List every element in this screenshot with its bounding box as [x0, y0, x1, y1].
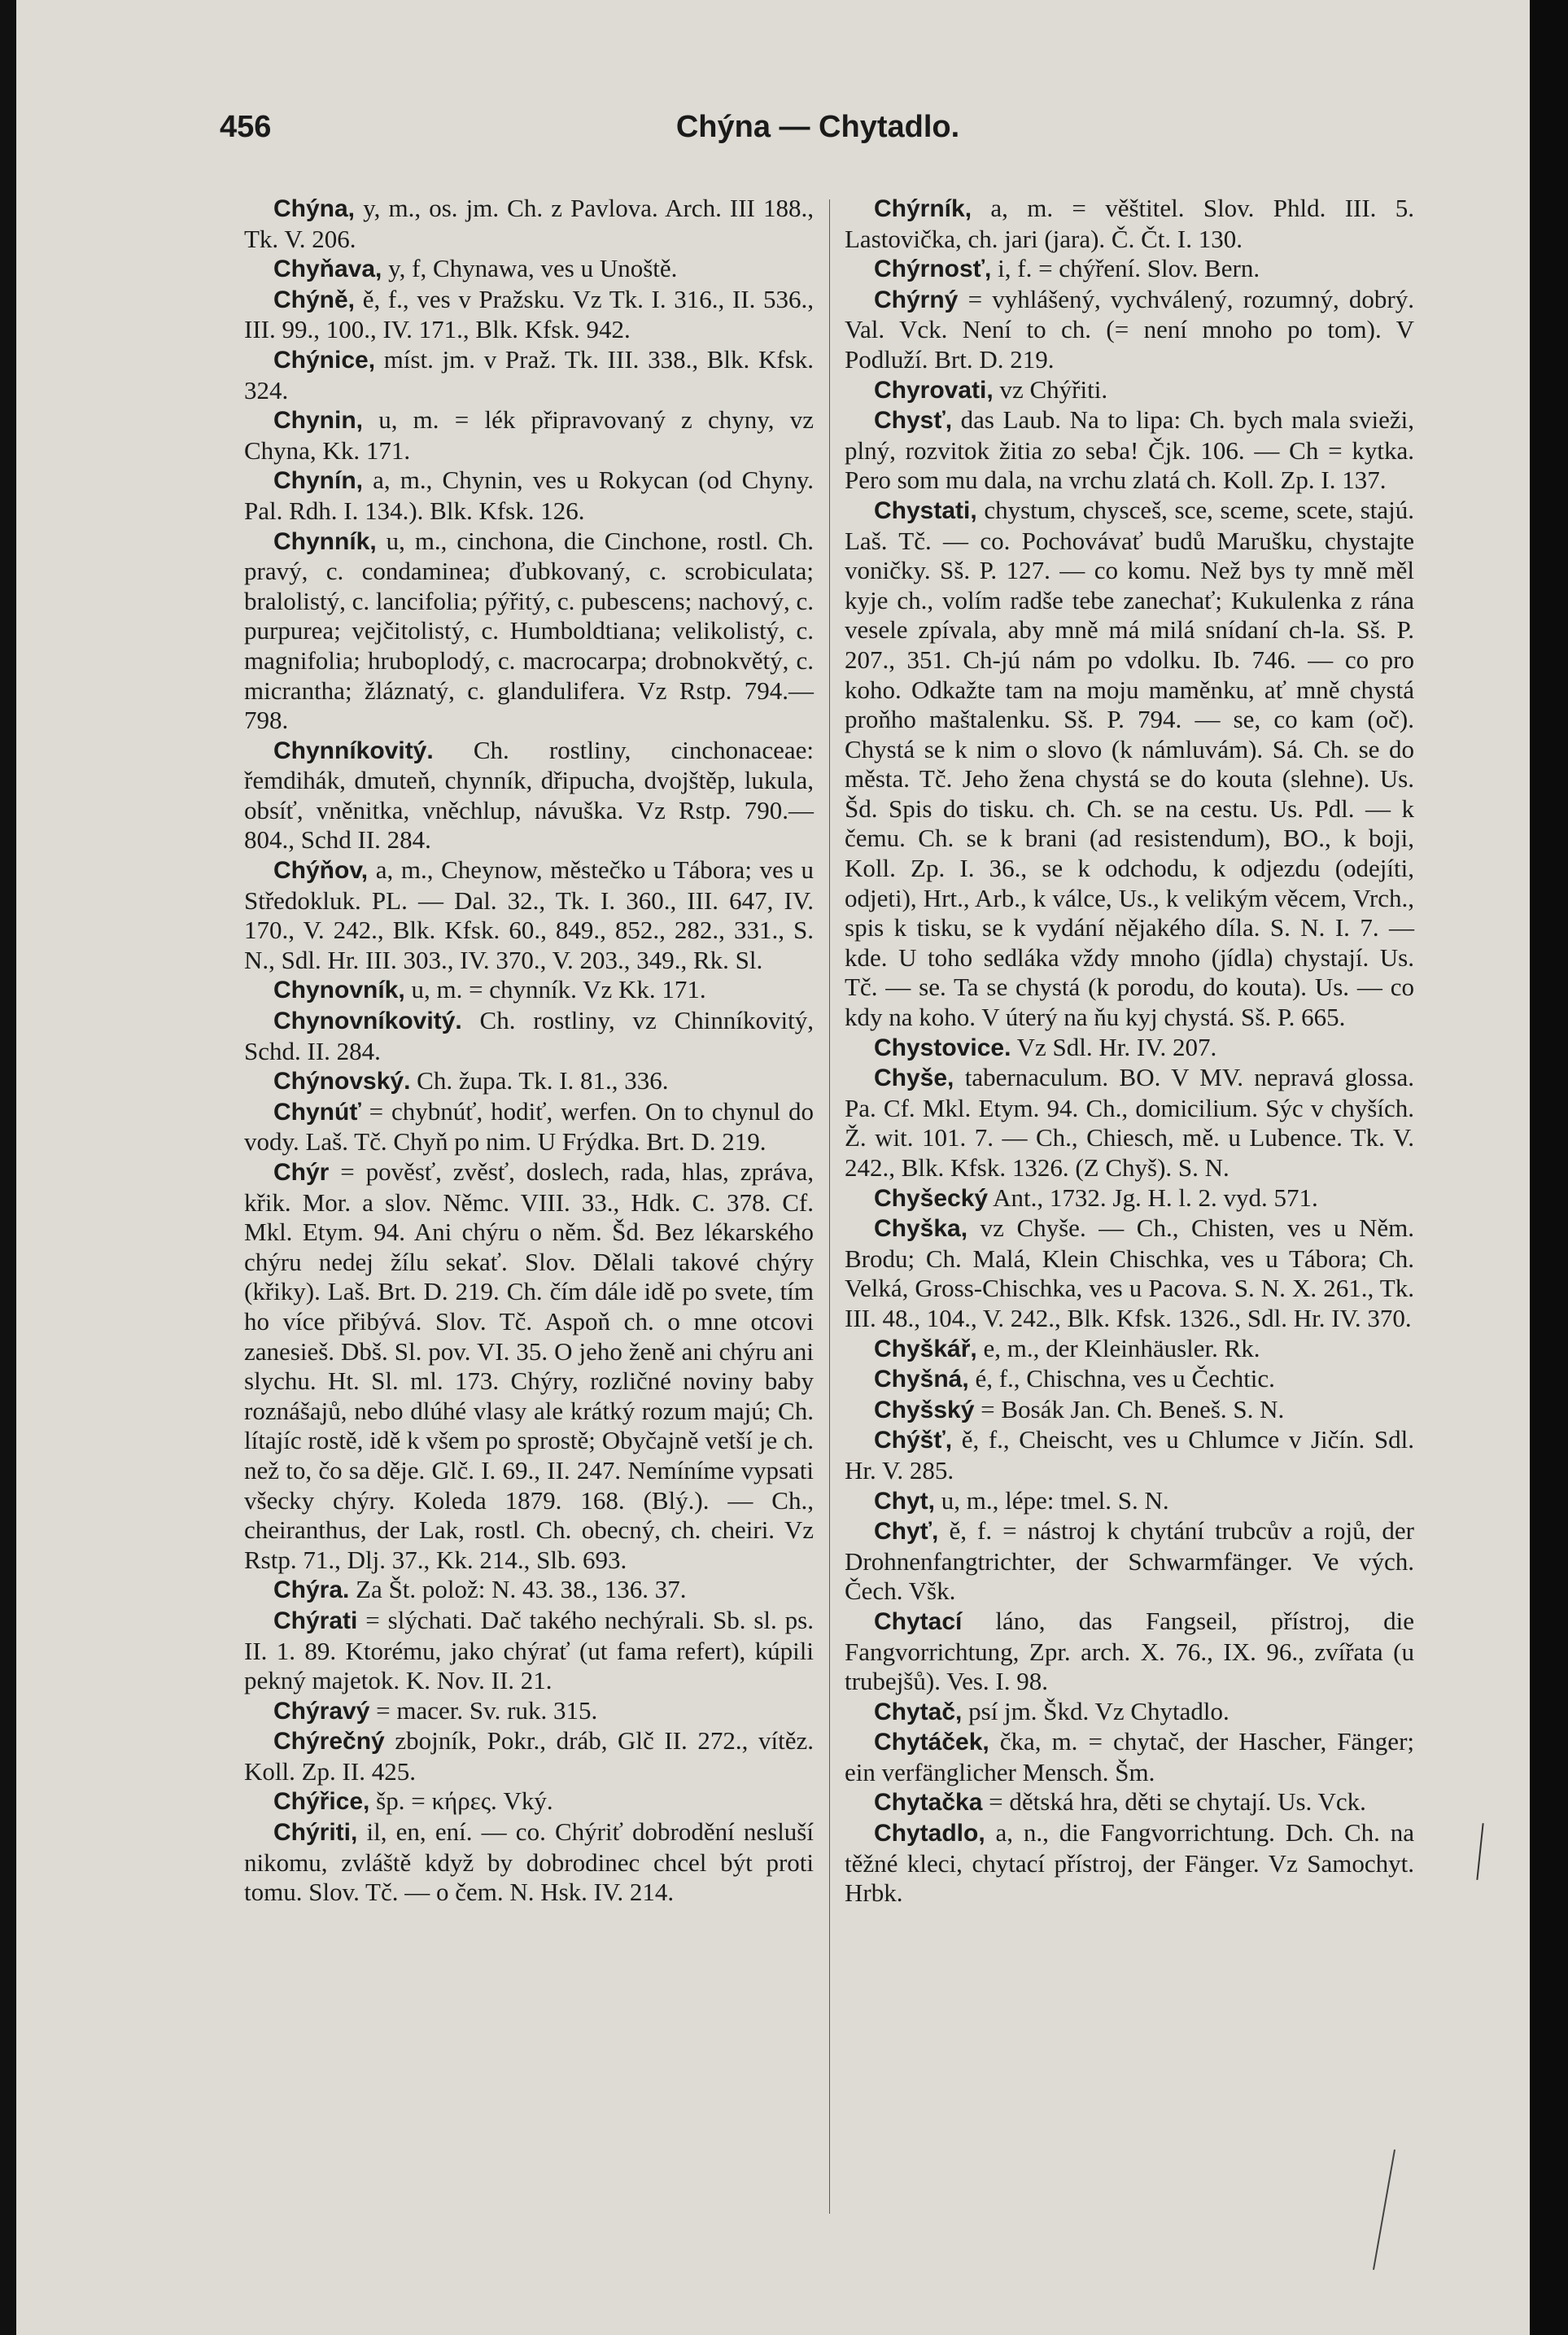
- entry-text: zbojník, Pokr., dráb, Glč II. 272., vítěz. Koll. Zp. II. 425.: [244, 1726, 814, 1786]
- dictionary-entry: [845, 254, 1414, 285]
- entry-headword: Chynovník,: [273, 977, 405, 1004]
- dictionary-entry: [244, 1696, 814, 1727]
- entry-text: e, m., der Kleinhäusler. Rk.: [976, 1333, 1260, 1362]
- entry-headword: Chynník,: [273, 527, 377, 555]
- entry-text: u, m. = lék připravovaný z chyny, vz Chyna, Kk. 171.: [244, 405, 814, 465]
- dictionary-entry: [244, 855, 814, 975]
- entry-headword: Chyt,: [874, 1487, 935, 1515]
- entry-text: = pověsť, zvěsť, doslech, rada, hlas, zpráva, křik. Mor. a slov. Němc. VIII. 33., Hdk. C. 378. Cf. Mkl. Etym. 94. Ani chýru o něm. Šd. Bez lékarského chýru nedej žílu sekať. Slov. Dělali takové chýry (křiky). Laš. Brt. D. 219. Ch. čím dále idě po svete, tím ho více přibývá. Slov. Tč. Aspoň ch. o mne otcovi zanesieš. Dbš. Sl. pov. VI. 35. O jeho ženě ani chýru ani slychu. Ht. Sl. ml. 173. Chýry, rozličné noviny baby roznášajů, nebo dlúhé vlasy ale krátký rozum majú; Ch. lítajíc rostě, idě k všem po sprostě; Obyčajně vetší je ch. než to, čo sa děje. Glč. I. 69., II. 247. Nemíníme vypsati všecky chýry. Koleda 1879. 168. (Blý.). — Ch., cheiranthus, der Lak, rostl. Ch. obecný, ch. cheiri. Vz Rstp. 71., Dlj. 37., Kk. 214., Slb. 693.: [244, 1157, 814, 1574]
- entry-headword: Chynníkovitý.: [273, 737, 434, 764]
- dictionary-entry: [244, 1817, 814, 1908]
- entry-text: = dětská hra, děti se chytají. Us. Vck.: [982, 1787, 1366, 1817]
- entry-text: = macer. Sv. ruk. 315.: [369, 1695, 598, 1725]
- dictionary-entry: [845, 1364, 1414, 1395]
- entry-headword: Chýrník,: [874, 195, 972, 222]
- entry-text: i, f. = chýření. Slov. Bern.: [991, 254, 1260, 283]
- dictionary-entry: [244, 527, 814, 736]
- entry-headword: Chýnice,: [273, 346, 376, 374]
- entry-headword: Chyť,: [874, 1518, 939, 1546]
- entry-text: vz Chýřiti.: [993, 374, 1108, 404]
- entry-headword: Chýně,: [273, 286, 356, 313]
- entry-headword: Chýrati: [273, 1607, 358, 1634]
- dictionary-entry: [244, 975, 814, 1006]
- dictionary-entry: [845, 1727, 1414, 1787]
- entry-text: Ch. župa. Tk. I. 81., 336.: [410, 1066, 669, 1095]
- entry-text: = chybnúť, hodiť, werfen. On to chynul do vody. Laš. Tč. Chyň po nim. U Frýdka. Brt. D. 219.: [244, 1096, 814, 1157]
- entry-headword: Chyňava,: [273, 256, 382, 283]
- entry-headword: Chýrečný: [273, 1728, 385, 1756]
- page-header: [203, 110, 1432, 159]
- dictionary-entry: [845, 375, 1414, 406]
- entry-text: u, m., cinchona, die Cinchone, rostl. Ch. pravý, c. condaminea; ďubkovaný, c. scrobiculata; bralolistý, c. lancifolia; pýřitý, c. pubescens; nachový, c. purpurea; vejčitolistý, c. Humboldtiana; velikolistý, c. magnifolia; hruboplodý, c. macrocarpa; drobnokvětý, c. micrantha; žláznatý, c. glandulifera. Vz Rstp. 794.—798.: [244, 526, 814, 735]
- dictionary-entry: [244, 736, 814, 855]
- entry-text: chystum, chysceš, sce, sceme, scete, stajú. Laš. Tč. — co. Pochovávať budů Marušku, chystajte voničky. Sš. P. 127. — co komu. Než bys ty mně měl kyje ch., volím radše tebe zanechať; Kukulenka z rána vesele zpívala, aby mně má milá snídaní ch-la. Sš. P. 207., 351. Ch-jú nám po vdolku. Ib. 746. — co pro koho. Odkažte tam na moju maměnku, ať mně chystá proňho maštalenku. Sš. P. 794. — se, co kam (oč). Chystá se k nim o slovo (k námluvám). Sá. Ch. se do města. Tč. Jeho žena chystá se do kouta (slehne). Us. Šd. Spis do tisku. ch. Ch. se na cestu. Us. Pdl. — k čemu. Ch. se k brani (ad resistendum), BO., k boji, Koll. Zp. I. 36., se k odchodu, k odjezdu (odejíti, odjeti), Hrt., Arb., k válce, Us., k velikým věcem, Vrch., spis k tisku, se k vydání nějakého díla. S. N. I. 7. — kde. U toho sedláka vždy mnoho (jídla) chystají. Us. Tč. — se. Ta se chystá (k porodu, do kouta). Us. — co kdy na koho. V úterý na ňu kyj chystá. Sš. P. 665.: [845, 495, 1414, 1032]
- entry-text: čka, m. = chytač, der Hascher, Fänger; ein verfänglicher Mensch. Šm.: [845, 1727, 1414, 1786]
- entry-headword: Chytač,: [874, 1698, 963, 1725]
- entry-headword: Chýriti,: [273, 1819, 358, 1847]
- entry-text: ě, f. = nástroj k chytání trubcův a rojů, der Drohnenfangtrichter, der Schwarmfänger. Ve vých. Čech. Všk.: [845, 1516, 1414, 1606]
- entry-headword: Chyšský: [874, 1396, 975, 1423]
- dictionary-entry: [244, 345, 814, 405]
- dictionary-entry: [845, 1063, 1414, 1183]
- dictionary-entry: [845, 405, 1414, 496]
- entry-text: = Bosák Jan. Ch. Beneš. S. N.: [974, 1394, 1285, 1423]
- dictionary-entry: [845, 194, 1414, 254]
- dictionary-entry: [244, 1097, 814, 1157]
- entry-text: Vz Sdl. Hr. IV. 207.: [1011, 1032, 1217, 1061]
- entry-headword: Chýna,: [273, 195, 356, 222]
- entry-headword: Chýňov,: [273, 857, 369, 885]
- entry-text: tabernaculum. BO. V MV. nepravá glossa. Pa. Cf. Mkl. Etym. 94. Ch., domicilium. Sýc v chyších. Ž. wit. 101. 7. — Ch., Chiesch, mě. u Lubence. Tk. V. 242., Blk. Kfsk. 1326. (Z Chyš). S. N.: [845, 1063, 1414, 1182]
- entry-headword: Chynovníkovitý.: [273, 1008, 462, 1035]
- entry-text: = slýchati. Dač takého nechýrali. Sb. sl. ps. II. 1. 89. Ktorému, jako chýrať (ut fama refert), kúpili pekný majetok. K. Nov. II. 21.: [244, 1605, 814, 1695]
- entry-text: Ch. rostliny, cinchonaceae: řemdihák, dmuteň, chynník, dřipucha, dvojštěp, lukula, obsíť, vněnitka, vněchlup, návuška. Vz Rstp. 790.—804., Schd II. 284.: [244, 735, 814, 855]
- entry-text: das Laub. Na to lipa: Ch. bych mala svieži, plný, rozvitok žitia zo seba! Čjk. 106. — Ch = kytka. Pero som mu dala, na vrchu zlatá ch. Koll. Zp. I. 137.: [845, 405, 1414, 495]
- entry-text: u, m., lépe: tmel. S. N.: [935, 1485, 1169, 1515]
- dictionary-entry: [244, 254, 814, 285]
- left-column: [244, 194, 814, 1908]
- entry-headword: Chynin,: [273, 407, 363, 435]
- entry-headword: Chýra.: [273, 1576, 350, 1604]
- dictionary-entry: [845, 1697, 1414, 1728]
- entry-headword: Chýrnosť,: [874, 256, 992, 283]
- entry-text: u, m. = chynník. Vz Kk. 171.: [404, 975, 706, 1004]
- dictionary-entry: [845, 1334, 1414, 1365]
- column-divider: [829, 199, 830, 2214]
- entry-text: é, f., Chischna, ves u Čechtic.: [968, 1364, 1275, 1393]
- dictionary-entry: [244, 1575, 814, 1606]
- entry-text: láno, das Fangseil, přístroj, die Fangvorrichtung, Zpr. arch. X. 76., IX. 96., zvířata (u trubejšů). Ves. I. 98.: [845, 1606, 1414, 1696]
- entry-headword: Chýrný: [874, 286, 959, 313]
- entry-headword: Chytací: [874, 1607, 963, 1635]
- dictionary-entry: [845, 1818, 1414, 1909]
- entry-text: = vyhlášený, vychválený, rozumný, dobrý. Val. Vck. Není to ch. (= není mnoho po tom). V Podluží. Brt. D. 219.: [845, 284, 1414, 374]
- entry-headword: Chyšná,: [874, 1366, 969, 1393]
- dictionary-entry: [244, 1006, 814, 1066]
- dictionary-entry: [845, 1213, 1414, 1333]
- entry-headword: Chýnovský.: [273, 1068, 411, 1095]
- entry-headword: Chynín,: [273, 467, 363, 495]
- entry-text: a, m. = věštitel. Slov. Phld. III. 5. Lastovička, ch. jari (jara). Č. Čt. I. 130.: [845, 194, 1414, 253]
- page-number: 456: [220, 110, 272, 144]
- dictionary-entry: [845, 1425, 1414, 1485]
- dictionary-entry: [244, 1726, 814, 1786]
- dictionary-entry: [244, 1157, 814, 1575]
- entry-text: a, m., Cheynow, městečko u Tábora; ves u Středokluk. PL. — Dal. 32., Tk. I. 360., III. 647, IV. 170., V. 242., Blk. Kfsk. 60., 849., 852., 282., 331., S. N., Sdl. Hr. III. 303., IV. 370., V. 203., 349., Rk. Sl.: [244, 855, 814, 974]
- entry-headword: Chyše,: [874, 1065, 954, 1092]
- dictionary-entry: [845, 1486, 1414, 1517]
- dictionary-entry: [845, 1516, 1414, 1607]
- entry-text: míst. jm. v Praž. Tk. III. 338., Blk. Kfsk. 324.: [244, 344, 814, 404]
- running-head: Chýna — Chytadlo.: [675, 110, 960, 144]
- entry-headword: Chyšecký: [874, 1184, 989, 1212]
- entry-headword: Chysť,: [874, 407, 953, 435]
- entry-text: ě, f., ves v Pražsku. Vz Tk. I. 316., II. 536., III. 99., 100., IV. 171., Blk. Kfsk. 942.: [244, 284, 814, 344]
- dictionary-entry: [244, 194, 814, 254]
- right-column: [845, 194, 1414, 1909]
- scan-border: [1530, 0, 1568, 2335]
- entry-text: y, f, Chynawa, ves u Unoště.: [382, 254, 678, 283]
- dictionary-entry: [845, 496, 1414, 1033]
- entry-headword: Chytáček,: [874, 1729, 989, 1756]
- entry-text: vz Chyše. — Ch., Chisten, ves u Něm. Brodu; Ch. Malá, Klein Chischka, ves u Tábora; Ch. Velká, Gross-Chischka, ves u Pacova. S. N. X. 261., Tk. III. 48., 104., V. 242., Blk. Kfsk. 1326., Sdl. Hr. IV. 370.: [845, 1213, 1414, 1332]
- dictionary-entry: [845, 1183, 1414, 1214]
- entry-text: Ch. rostliny, vz Chinníkovitý, Schd. II. 284.: [244, 1006, 814, 1065]
- entry-headword: Chynúť: [273, 1098, 361, 1126]
- entry-text: šp. = κήρες. Vký.: [369, 1786, 553, 1816]
- entry-text: il, en, ení. — co. Chýriť dobrodění nesluší nikomu, zvláště když by dobrodinec chcel být proti tomu. Slov. Tč. — o čem. N. Hsk. IV. 214.: [244, 1817, 814, 1907]
- entry-headword: Chystati,: [874, 496, 977, 524]
- entry-text: Za Št. polož: N. 43. 38., 136. 37.: [349, 1575, 687, 1604]
- dictionary-entry: [244, 466, 814, 526]
- entry-headword: Chýr: [273, 1159, 330, 1186]
- entry-text: Ant., 1732. Jg. H. l. 2. vyd. 571.: [988, 1183, 1318, 1212]
- entry-headword: Chystovice.: [874, 1034, 1011, 1061]
- dictionary-entry: [244, 285, 814, 345]
- dictionary-entry: [845, 285, 1414, 375]
- entry-text: psí jm. Škd. Vz Chytadlo.: [962, 1696, 1230, 1725]
- dictionary-entry: [244, 1066, 814, 1097]
- entry-headword: Chyškář,: [874, 1335, 977, 1362]
- entry-text: a, n., die Fangvorrichtung. Dch. Ch. na těžné kleci, chytací přístroj, der Fänger. Vz Samochyt. Hrbk.: [845, 1818, 1414, 1908]
- entry-headword: Chytadlo,: [874, 1820, 985, 1847]
- dictionary-entry: [244, 1606, 814, 1696]
- dictionary-entry: [845, 1607, 1414, 1697]
- dictionary-entry: [845, 1395, 1414, 1426]
- entry-headword: Chýřice,: [273, 1788, 370, 1816]
- entry-text: ě, f., Cheischt, ves u Chlumce v Jičín. Sdl. Hr. V. 285.: [845, 1425, 1414, 1485]
- entry-headword: Chýravý: [273, 1697, 370, 1725]
- entry-text: a, m., Chynin, ves u Rokycan (od Chyny. Pal. Rdh. I. 134.). Blk. Kfsk. 126.: [244, 466, 814, 525]
- entry-headword: Chyška,: [874, 1215, 968, 1243]
- dictionary-entry: [845, 1033, 1414, 1064]
- dictionary-entry: [845, 1787, 1414, 1818]
- entry-headword: Chýšť,: [874, 1427, 953, 1454]
- entry-headword: Chyrovati,: [874, 376, 994, 404]
- entry-headword: Chytačka: [874, 1789, 983, 1817]
- dictionary-entry: [244, 405, 814, 466]
- dictionary-entry: [244, 1786, 814, 1817]
- entry-text: y, m., os. jm. Ch. z Pavlova. Arch. III 188., Tk. V. 206.: [244, 194, 814, 253]
